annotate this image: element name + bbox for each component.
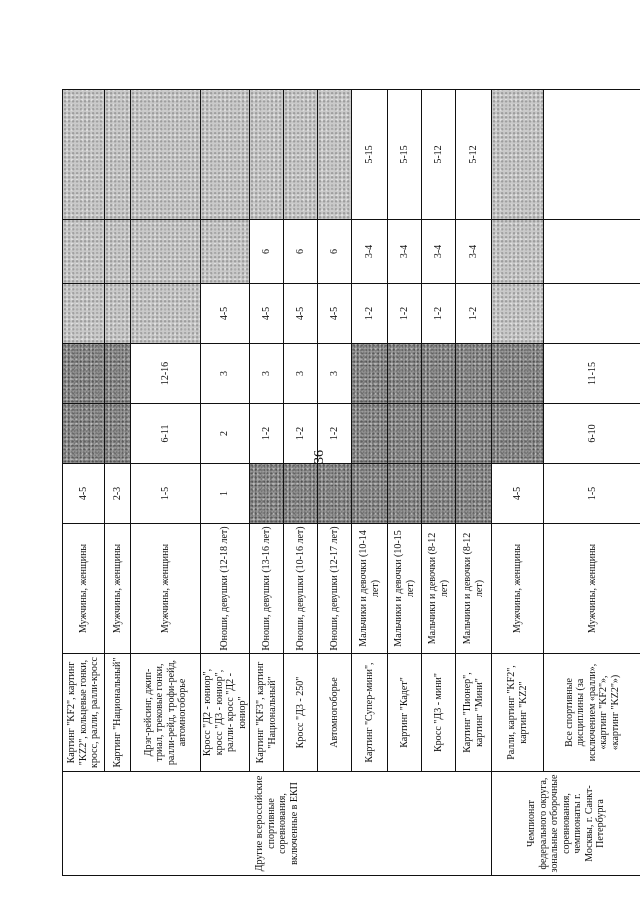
table-row (131, 90, 201, 876)
table-row (492, 90, 544, 876)
place-range-cell: 6-10 (544, 404, 640, 464)
place-range-cell: 4-5 (201, 284, 250, 344)
place-range-cell (544, 284, 640, 344)
place-range-cell: 6 (284, 220, 318, 284)
place-range-cell: 3-4 (422, 220, 456, 284)
age-category-cell: Юноши, девушки (12-18 лет) (201, 524, 250, 654)
place-range-cell: 3 (250, 344, 284, 404)
table-row (284, 90, 318, 876)
discipline-cell: Все спортивные дисциплины (за исключением «ралли», «картинг "KF2"», «картинг "KZ2"») (544, 654, 640, 772)
place-range-cell: 1-2 (422, 284, 456, 344)
discipline-cell: Автомногоборье (318, 654, 352, 772)
place-range-cell: 3-4 (352, 220, 388, 284)
place-range-cell (250, 464, 284, 524)
place-range-cell: 3-4 (388, 220, 422, 284)
place-range-cell: 5-12 (456, 90, 492, 220)
place-range-cell: 1-5 (544, 464, 640, 524)
place-range-cell (456, 464, 492, 524)
place-range-cell (388, 344, 422, 404)
place-range-cell: 3 (201, 344, 250, 404)
discipline-cell: Картинг "Пионер", картинг "Мини" (456, 654, 492, 772)
table-row (201, 90, 250, 876)
table-row (250, 90, 284, 876)
age-category-cell: Мальчики и девочки (8-12 лет) (422, 524, 456, 654)
age-category-cell: Мужчины, женщины (105, 524, 131, 654)
place-range-cell: 1-5 (131, 464, 201, 524)
place-range-cell (63, 404, 105, 464)
place-range-cell: 3 (318, 344, 352, 404)
discipline-cell: Кросс "Д3 - мини" (422, 654, 456, 772)
discipline-cell: Картинг "Супер-мини", (352, 654, 388, 772)
age-category-cell: Мужчины, женщины (492, 524, 544, 654)
discipline-cell: Дрэг-рейсинг, джип-триал, трековые гонки, ралли-рейд, трофи-рейд, автомногоборье (131, 654, 201, 772)
place-range-cell (105, 284, 131, 344)
place-range-cell: 1-2 (284, 404, 318, 464)
page-number-text: 36 (312, 450, 327, 464)
place-range-cell (492, 284, 544, 344)
place-range-cell: 1-2 (388, 284, 422, 344)
place-range-cell (352, 464, 388, 524)
place-range-cell (318, 464, 352, 524)
place-range-cell (422, 464, 456, 524)
place-range-cell: 1-2 (456, 284, 492, 344)
age-category-cell: Мальчики и девочки (10-15 лет) (388, 524, 422, 654)
age-category-cell: Мужчины, женщины (63, 524, 105, 654)
place-range-cell (284, 90, 318, 220)
place-range-cell: 6-11 (131, 404, 201, 464)
place-range-cell: 1-2 (250, 404, 284, 464)
discipline-cell: Кросс "Д2 - юниор", кросс "Д3 - юниор", ралли- кросс "Д2 - юниор" (201, 654, 250, 772)
discipline-cell: Картинг "KF3", картинг "Национальный" (250, 654, 284, 772)
place-range-cell: 4-5 (284, 284, 318, 344)
place-range-cell: 2-3 (105, 464, 131, 524)
place-range-cell (422, 344, 456, 404)
place-range-cell (544, 90, 640, 220)
place-range-cell (63, 220, 105, 284)
place-range-cell: 1-2 (352, 284, 388, 344)
age-category-cell: Юноши, девушки (10-16 лет) (284, 524, 318, 654)
place-range-cell (352, 404, 388, 464)
table-row (352, 90, 388, 876)
place-range-cell (456, 344, 492, 404)
place-range-cell: 4-5 (250, 284, 284, 344)
table-row (105, 90, 131, 876)
place-range-cell (544, 220, 640, 284)
place-range-cell (492, 344, 544, 404)
place-range-cell (105, 404, 131, 464)
table-row (422, 90, 456, 876)
age-category-cell: Мальчики и девочки (10-14 лет) (352, 524, 388, 654)
discipline-cell: Картинг "KF2", картинг "KZ2", кольцевые гонки, кросс, ралли, ралли-кросс (63, 654, 105, 772)
sports-ranks-table (62, 89, 640, 876)
table-body (63, 90, 640, 876)
place-range-cell (250, 90, 284, 220)
place-range-cell: 5-12 (422, 90, 456, 220)
place-range-cell (63, 90, 105, 220)
place-range-cell: 6 (250, 220, 284, 284)
place-range-cell: 3-4 (456, 220, 492, 284)
table-row (544, 90, 640, 876)
age-category-cell: Юноши, девушки (12-17 лет) (318, 524, 352, 654)
place-range-cell: 2 (201, 404, 250, 464)
place-range-cell (131, 90, 201, 220)
place-range-cell (388, 464, 422, 524)
table-row (456, 90, 492, 876)
place-range-cell: 11-15 (544, 344, 640, 404)
place-range-cell (201, 220, 250, 284)
place-range-cell: 5-15 (388, 90, 422, 220)
age-category-cell: Мужчины, женщины (131, 524, 201, 654)
age-category-cell: Мужчины, женщины (544, 524, 640, 654)
place-range-cell (131, 284, 201, 344)
competition-level-cell: Чемпионат федерального округа, зональные отборочные соревнования, чемпионаты г. Москвы, г. Санкт-Петербурга (492, 772, 640, 876)
place-range-cell (105, 90, 131, 220)
place-range-cell: 6 (318, 220, 352, 284)
place-range-cell (63, 284, 105, 344)
place-range-cell (318, 90, 352, 220)
place-range-cell (492, 220, 544, 284)
place-range-cell (105, 220, 131, 284)
place-range-cell: 1 (201, 464, 250, 524)
place-range-cell: 4-5 (63, 464, 105, 524)
age-category-cell: Юноши, девушки (13-16 лет) (250, 524, 284, 654)
place-range-cell (456, 404, 492, 464)
place-range-cell (422, 404, 456, 464)
place-range-cell: 12-16 (131, 344, 201, 404)
place-range-cell (284, 464, 318, 524)
place-range-cell: 1-2 (318, 404, 352, 464)
age-category-cell: Мальчики и девочки (8-12 лет) (456, 524, 492, 654)
place-range-cell (131, 220, 201, 284)
place-range-cell (105, 344, 131, 404)
place-range-cell: 4-5 (318, 284, 352, 344)
place-range-cell (201, 90, 250, 220)
place-range-cell: 4-5 (492, 464, 544, 524)
place-range-cell (352, 344, 388, 404)
place-range-cell: 5-15 (352, 90, 388, 220)
rotated-table-wrapper (62, 90, 621, 876)
discipline-cell: Ралли, картинг "KF2", картинг "KZ2" (492, 654, 544, 772)
discipline-cell: Картинг "Национальный" (105, 654, 131, 772)
table-row (63, 90, 105, 876)
place-range-cell (388, 404, 422, 464)
place-range-cell (492, 404, 544, 464)
discipline-cell: Кросс "Д3 - 250" (284, 654, 318, 772)
place-range-cell (63, 344, 105, 404)
table-row (318, 90, 352, 876)
place-range-cell: 3 (284, 344, 318, 404)
place-range-cell (492, 90, 544, 220)
discipline-cell: Картинг "Кадет" (388, 654, 422, 772)
table-row (388, 90, 422, 876)
competition-level-cell: Другие всероссийские спортивные соревнования, включенные в ЕКП (63, 772, 492, 876)
